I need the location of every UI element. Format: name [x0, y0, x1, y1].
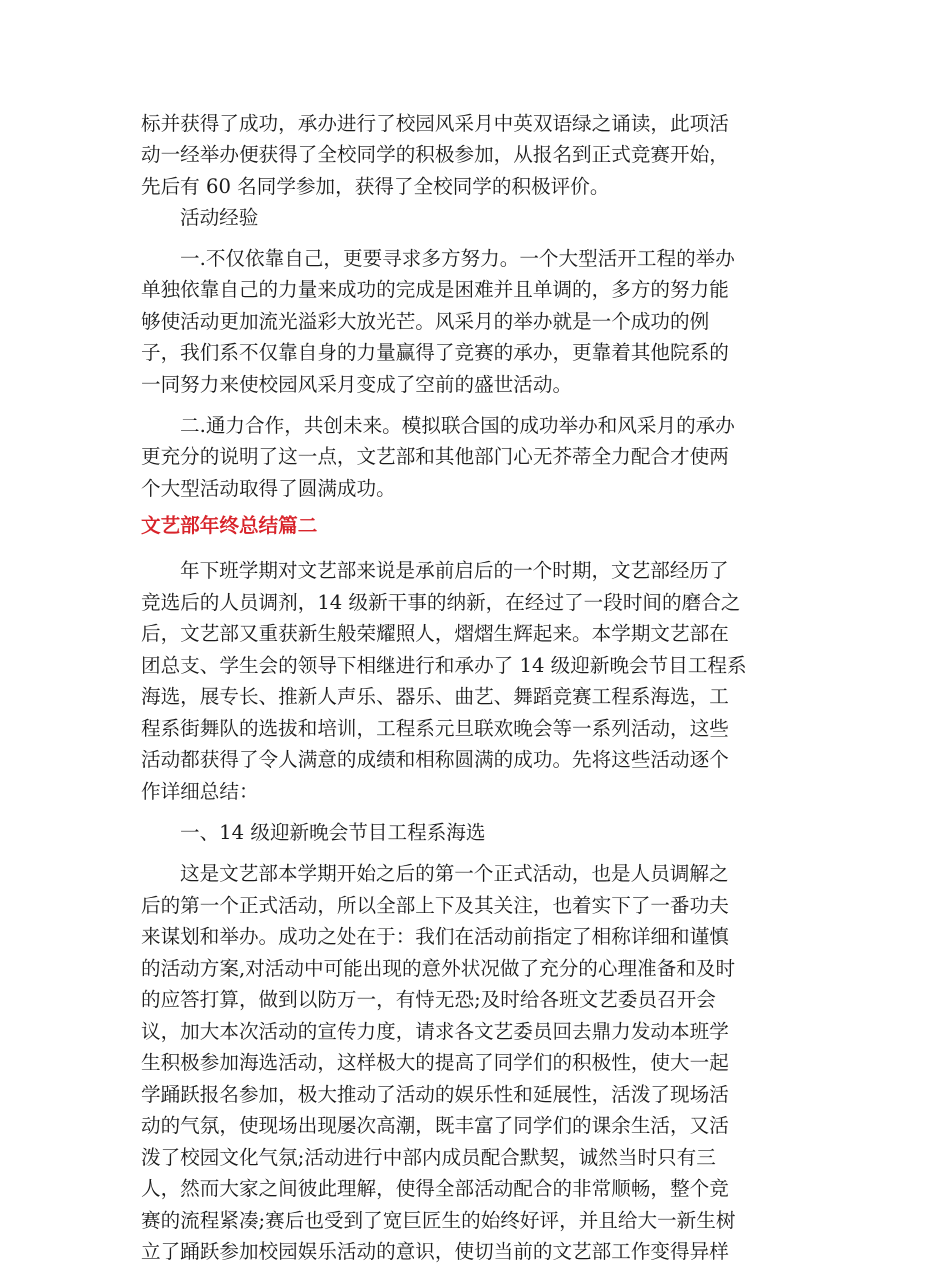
section-intro-line-3: 后，文艺部又重获新生般荣耀照人，熠熠生辉起来。本学期文艺部在: [141, 622, 729, 645]
section-heading: 文艺部年终总结篇二: [141, 514, 318, 537]
subsection-line-12: 赛的流程紧凑;赛后也受到了宽巨匠生的始终好评，并且给大一新生树: [141, 1209, 736, 1232]
subsection-line-13: 立了踊跃参加校园娱乐活动的意识，使切当前的文艺部工作变得异样: [141, 1240, 729, 1263]
subsection-title: 一、14 级迎新晚会节目工程系海选: [180, 821, 486, 844]
subsection-line-5: 的应答打算，做到以防万一，有恃无恐;及时给各班文艺委员召开会: [141, 988, 716, 1011]
section-intro-line-6: 程系街舞队的选拔和培训，工程系元旦联欢晚会等一系列活动，这些: [141, 717, 729, 740]
point-one-line-1: 一.不仅依靠自己，更要寻求多方努力。一个大型活开工程的举办: [180, 247, 735, 270]
subsection-line-9: 动的气氛，使现场出现屡次高潮，既丰富了同学们的课余生活，又活: [141, 1114, 729, 1137]
intro-line-1: 标并获得了成功，承办进行了校园风采月中英双语绿之诵读，此项活: [141, 112, 729, 135]
subsection-line-2: 后的第一个正式活动，所以全部上下及其关注，也着实下了一番功夫: [141, 894, 729, 917]
section-intro-line-4: 团总支、学生会的领导下相继进行和承办了 14 级迎新晚会节目工程系: [141, 654, 747, 677]
subsection-line-6: 议，加大本次活动的宣传力度，请求各文艺委员回去鼎力发动本班学: [141, 1020, 729, 1043]
intro-line-3: 先后有 60 名同学参加，获得了全校同学的积极评价。: [141, 175, 610, 198]
point-one-line-3: 够使活动更加流光溢彩大放光芒。风采月的举办就是一个成功的例: [141, 310, 710, 333]
section-intro-line-5: 海选，展专长、推新人声乐、器乐、曲艺、舞蹈竞赛工程系海选，工: [141, 685, 729, 708]
subsection-line-3: 来谋划和举办。成功之处在于：我们在活动前指定了相称详细和谨慎: [141, 925, 729, 948]
subsection-line-4: 的活动方案,对活动中可能出现的意外状况做了充分的心理准备和及时: [141, 957, 736, 980]
intro-line-2: 动一经举办便获得了全校同学的积极参加，从报名到正式竞赛开始，: [141, 143, 729, 166]
point-one-line-4: 子，我们系不仅靠自身的力量赢得了竞赛的承办，更靠着其他院系的: [141, 341, 729, 364]
subsection-line-10: 泼了校园文化气氛;活动进行中部内成员配合默契，诚然当时只有三: [141, 1146, 716, 1169]
section-intro-line-1: 年下班学期对文艺部来说是承前启后的一个时期，文艺部经历了: [180, 559, 729, 582]
point-two-line-3: 个大型活动取得了圆满成功。: [141, 477, 396, 500]
point-two-line-1: 二.通力合作，共创未来。模拟联合国的成功举办和风采月的承办: [180, 414, 735, 437]
point-one-line-5: 一同努力来使校园风采月变成了空前的盛世活动。: [141, 373, 573, 396]
subsection-line-8: 学踊跃报名参加，极大推动了活动的娱乐性和延展性，活泼了现场活: [141, 1083, 729, 1106]
experience-label: 活动经验: [180, 206, 259, 229]
subsection-line-7: 生积极参加海选活动，这样极大的提高了同学们的积极性，使大一起: [141, 1051, 729, 1074]
point-two-line-2: 更充分的说明了这一点，文艺部和其他部门心无芥蒂全力配合才使两: [141, 445, 729, 468]
subsection-line-1: 这是文艺部本学期开始之后的第一个正式活动，也是人员调解之: [180, 862, 729, 885]
section-intro-line-8: 作详细总结：: [141, 780, 259, 803]
point-one-line-2: 单独依靠自己的力量来成功的完成是困难并且单调的，多方的努力能: [141, 278, 729, 301]
section-intro-line-7: 活动都获得了令人满意的成绩和相称圆满的成功。先将这些活动逐个: [141, 748, 729, 771]
section-intro-line-2: 竞选后的人员调剂，14 级新干事的纳新，在经过了一段时间的磨合之: [141, 591, 741, 614]
subsection-line-11: 人，然而大家之间彼此理解，使得全部活动配合的非常顺畅，整个竞: [141, 1177, 729, 1200]
